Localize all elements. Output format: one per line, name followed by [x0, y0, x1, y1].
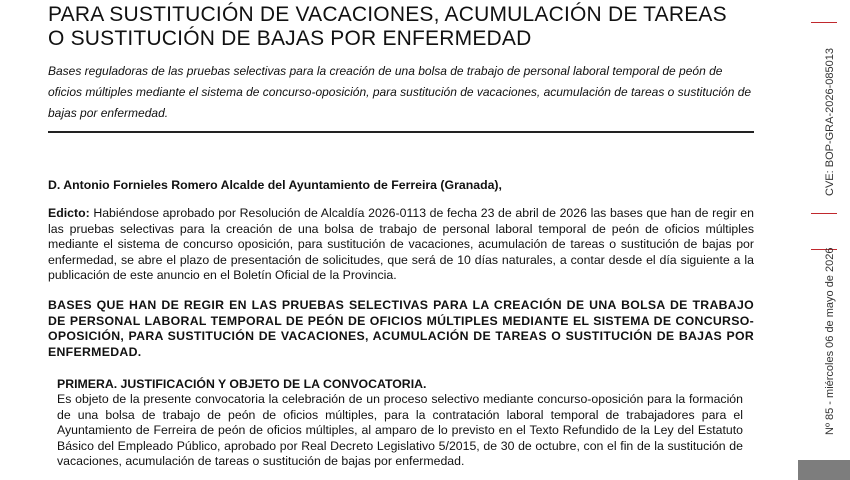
section-title: PRIMERA. JUSTIFICACIÓN Y OBJETO DE LA CONVOCATORIA. — [57, 377, 427, 391]
title-line-2: O SUSTITUCIÓN DE BAJAS POR ENFERMEDAD — [48, 27, 532, 50]
bases-heading: BASES QUE HAN DE REGIR EN LAS PRUEBAS SELECTIVAS PARA LA CREACIÓN DE UNA BOLSA DE TRABAJO DE PERSONAL LABORAL TEMPORAL DE PEÓN DE OFICIOS MÚLTIPLES MEDIANTE EL SISTEMA DE CONCURSO-OPOSICIÓN, PARA SUSTITUCIÓN DE VACACIONES, ACUMULACIÓN DE TAREAS O SUSTITUCIÓN DE BAJAS POR ENFERMEDAD. — [48, 298, 754, 359]
edicto-paragraph — [48, 206, 754, 284]
footer-gray-block — [798, 460, 850, 480]
header-divider — [48, 131, 754, 133]
edicto-label: Edicto: — [48, 206, 90, 220]
edicto-text: Habiéndose aprobado por Resolución de Alcaldía 2026-0113 de fecha 23 de abril de 2026 las bases que han de regir en las pruebas selectivas para la creación de una bolsa de trabajo de personal laboral temporal de peón de oficios múltiples mediante el sistema de concurso oposición, para sustitución de vacaciones, acumulación de tareas o sustitución de bajas por enfermedad, se abre el plazo de presentación de solicitudes, que será de 10 días naturales, a contar desde el día siguiente a la publicación de este anuncio en el Boletín Oficial de la Provincia. — [48, 206, 754, 283]
section-body: Es objeto de la presente convocatoria la celebración de un proceso selectivo mediante concurso-oposición para la formación de una bolsa de trabajo de peón de oficios múltiples, para la contratación laboral temporal de trabajadores para el Ayuntamiento de Ferreira de peón de oficios múltiples, al amparo de lo previsto en el Texto Refundido de la Ley del Estatuto Básico del Empleado Público, aprobado por Real Decreto Legislativo 5/2015, de 30 de octubre, con el fin de la sustitución de vacaciones, acumulación de tareas o sustitución de bajas por enfermedad. — [57, 392, 743, 469]
author-line: D. Antonio Fornieles Romero Alcalde del Ayuntamiento de Ferreira (Granada), — [48, 178, 502, 192]
document-subtitle: Bases reguladoras de las pruebas selectivas para la creación de una bolsa de trabajo de personal laboral temporal de peón de oficios múltiples mediante el sistema de concurso-oposición, para sustitución de vacaciones, acumulación de tareas o sustitución de bajas por enfermedad. — [48, 64, 752, 120]
red-mark-top — [811, 22, 837, 23]
red-mark-middle — [811, 213, 837, 214]
document-title — [48, 3, 788, 51]
title-line-1: PARA SUSTITUCIÓN DE VACACIONES, ACUMULACIÓN DE TAREAS — [48, 3, 727, 26]
issue-date: Nº 85 - miércoles 06 de mayo de 2026 — [824, 247, 836, 435]
section-primera — [57, 376, 743, 470]
cve-code: CVE: BOP-GRA-2026-085013 — [824, 48, 836, 196]
